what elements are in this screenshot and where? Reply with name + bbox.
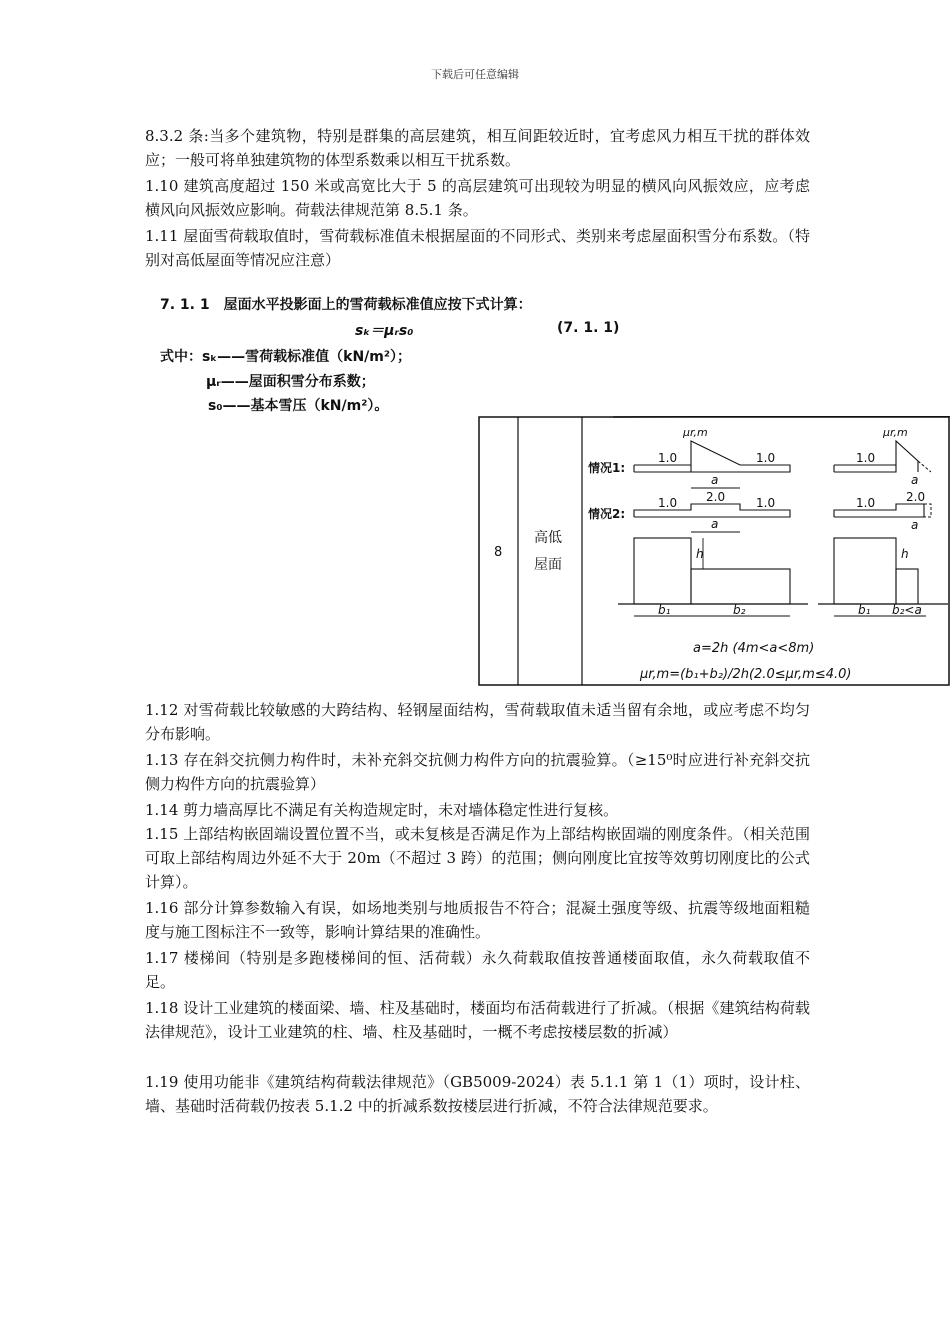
definition-mu: μᵣ——屋面积雪分布系数； bbox=[206, 374, 375, 390]
snow-load-equation: sₖ＝μᵣs₀ bbox=[355, 323, 414, 339]
paragraph-8-3-2: 8.3.2 条:当多个建筑物，特别是群集的高层建筑，相互间距较近时，宜考虑风力相互干扰的群体效应；一般可将单独建筑物的体型系数乘以相互干扰系数。 bbox=[145, 127, 810, 169]
b1-label: b₁ bbox=[658, 603, 671, 617]
right-b2a: b₂<a bbox=[892, 603, 922, 617]
mu-rm-label-right: μr,m bbox=[883, 426, 908, 439]
definition-sk: 式中：sₖ——雪荷载标准值（kN/m²）； bbox=[160, 349, 412, 365]
right-case1-distribution bbox=[834, 441, 918, 472]
right-b1: b₁ bbox=[858, 603, 871, 617]
case2-value-mid: 2.0 bbox=[706, 490, 726, 504]
definition-s0: s₀——基本雪压（kN/m²）。 bbox=[208, 398, 389, 414]
case2-value-left: 1.0 bbox=[658, 496, 678, 510]
right-case2-value-mid: 2.0 bbox=[906, 490, 926, 504]
mu-rm-equation: μr,m=(b₁+b₂)/2h(2.0≤μr,m≤4.0) bbox=[640, 667, 852, 682]
right-case1-value: 1.0 bbox=[856, 451, 876, 465]
page-header: 下载后可任意编辑 bbox=[431, 68, 519, 81]
paragraph-1-10: 1.10 建筑高度超过 150 米或高宽比大于 5 的高层建筑可出现较为明显的横风向风振效应，应考虑横风向风振效应影响。荷载法律规范第 8.5.1 条。 bbox=[145, 177, 810, 219]
equation-number: (7. 1. 1) bbox=[557, 320, 620, 336]
case1-value-right: 1.0 bbox=[756, 451, 776, 465]
paragraph-1-18: 1.18 设计工业建筑的楼面梁、墙、柱及基础时，楼面均布活荷载进行了折减。（根据《建筑结构荷载法律规范》，设计工业建筑的柱、墙、柱及基础时，一概不考虑按楼层数的折减） bbox=[145, 999, 810, 1041]
right-case2-distribution bbox=[834, 504, 924, 517]
paragraph-1-11: 1.11 屋面雪荷载取值时，雪荷载标准值未根据屋面的不同形式、类别来考虑屋面积雪分布系数。（特别对高低屋面等情况应注意） bbox=[145, 227, 810, 269]
right-case1-a: a bbox=[911, 473, 919, 487]
right-case2-value-left: 1.0 bbox=[856, 496, 876, 510]
paragraph-1-17: 1.17 楼梯间（特别是多跑楼梯间的恒、活荷载）永久荷载取值按普通楼面取值，永久荷载取值不足。 bbox=[145, 949, 810, 991]
low-building bbox=[691, 569, 790, 604]
paragraph-1-15: 1.15 上部结构嵌固端设置位置不当，或未复核是否满足作为上部结构嵌固端的刚度条件。（相关范围可取上部结构周边外延不大于 20m（不超过 3 跨）的范围；侧向刚度比宜按等效剪切刚度比的公式计算）。 bbox=[145, 825, 810, 891]
paragraph-1-14: 1.14 剪力墙高厚比不满足有关构造规定时，未对墙体稳定性进行复核。 bbox=[145, 801, 619, 819]
right-case2-a: a bbox=[911, 518, 919, 532]
case1-label: 情况1: bbox=[588, 461, 626, 475]
roof-type-line2: 屋面 bbox=[534, 557, 562, 573]
paragraph-1-13: 1.13 存在斜交抗侧力构件时，未补充斜交抗侧力构件方向的抗震验算。（≥15⁰时应进行补充斜交抗侧力构件方向的抗震验算） bbox=[145, 751, 810, 793]
clause-title: 7. 1. 1 屋面水平投影面上的雪荷载标准值应按下式计算： bbox=[160, 297, 532, 313]
table-top-rule bbox=[613, 416, 950, 417]
case1-a-label: a bbox=[711, 473, 719, 487]
right-high-building bbox=[834, 538, 896, 604]
right-height-h: h bbox=[901, 547, 909, 561]
mu-rm-label: μr,m bbox=[683, 426, 708, 439]
high-building bbox=[634, 538, 691, 604]
case2-value-right: 1.0 bbox=[756, 496, 776, 510]
high-low-roof-figure bbox=[478, 416, 950, 686]
case2-a-label: a bbox=[711, 517, 719, 531]
condition-equation: a=2h (4m<a<8m) bbox=[693, 641, 815, 656]
case2-label: 情况2: bbox=[588, 507, 626, 521]
case1-value-left: 1.0 bbox=[658, 451, 678, 465]
b2-label: b₂ bbox=[733, 603, 746, 617]
row-number: 8 bbox=[494, 545, 503, 560]
paragraph-1-19: 1.19 使用功能非《建筑结构荷载法律规范》（GB5009-2024）表 5.1.1 第 1（1）项时，设计柱、墙、基础时活荷载仍按表 5.1.2 中的折减系数按楼层进行折减，不符合法律规范要求。 bbox=[145, 1073, 810, 1115]
paragraph-1-12: 1.12 对雪荷载比较敏感的大跨结构、轻钢屋面结构，雪荷载取值未适当留有余地，或应考虑不均匀分布影响。 bbox=[145, 701, 810, 743]
height-h-label: h bbox=[696, 547, 704, 561]
paragraph-1-16: 1.16 部分计算参数输入有误，如场地类别与地质报告不符合；混凝土强度等级、抗震等级地面粗糙度与施工图标注不一致等，影响计算结果的准确性。 bbox=[145, 899, 810, 941]
roof-type-line1: 高低 bbox=[534, 530, 562, 546]
right-low-building bbox=[896, 569, 918, 604]
